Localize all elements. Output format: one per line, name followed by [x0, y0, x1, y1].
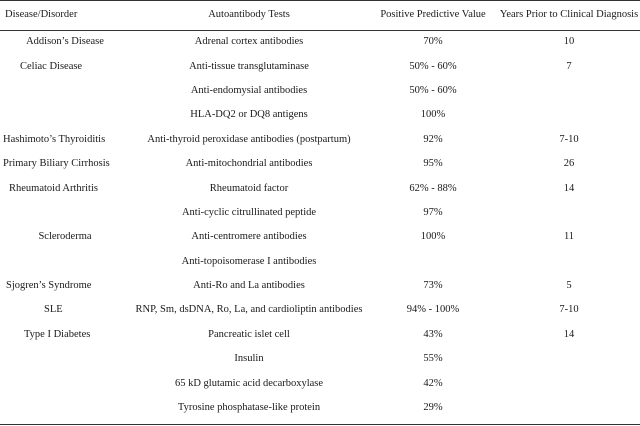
header-years: Years Prior to Clinical Diagnosis [499, 9, 639, 20]
cell-test: Anti-endomysial antibodies [190, 84, 308, 96]
cell-ppv: 100% [420, 109, 446, 121]
cell-test: Insulin [234, 353, 264, 365]
table-row [0, 128, 640, 152]
cell-years [498, 201, 640, 225]
table-row [0, 54, 640, 78]
cell-test: Anti-cyclic citrullinated peptide [181, 206, 317, 218]
cell-disease: Rheumatoid Arthritis [9, 182, 98, 194]
cell-disease: Type I Diabetes [24, 328, 91, 340]
cell-disease [0, 250, 130, 274]
table-row [0, 298, 640, 322]
cell-disease: Hashimoto’s Thyroiditis [3, 133, 106, 145]
cell-years: 14 [563, 328, 575, 340]
cell-years: 7-10 [559, 304, 579, 316]
cell-disease: Celiac Disease [20, 60, 83, 72]
header-disease: Disease/Disorder [5, 9, 78, 20]
cell-ppv: 100% [420, 231, 446, 243]
cell-years [498, 396, 640, 420]
cell-test: Anti-topoisomerase I antibodies [181, 255, 317, 267]
cell-test: Anti-Ro and La antibodies [193, 280, 305, 292]
table-row [0, 176, 640, 200]
table-row [0, 371, 640, 395]
cell-years: 7-10 [559, 133, 579, 145]
cell-years: 26 [563, 158, 575, 170]
cell-test: RNP, Sm, dsDNA, Ro, La, and cardioliptin antibodies [135, 304, 363, 316]
cell-test: HLA-DQ2 or DQ8 antigens [190, 109, 308, 121]
cell-ppv: 42% [423, 377, 443, 389]
table-row [0, 30, 640, 54]
cell-test: 65 kD glutamic acid decarboxylase [174, 377, 324, 389]
cell-years [498, 371, 640, 395]
header-ppv: Positive Predictive Value [380, 9, 486, 20]
table-row [0, 201, 640, 225]
table-row [0, 225, 640, 249]
cell-ppv: 95% [423, 158, 443, 170]
cell-disease: Scleroderma [38, 231, 92, 243]
table-row [0, 103, 640, 127]
cell-ppv: 73% [423, 280, 443, 292]
cell-disease [0, 201, 130, 225]
cell-ppv: 29% [423, 402, 443, 414]
cell-ppv: 92% [423, 133, 443, 145]
cell-years: 7 [566, 60, 572, 72]
cell-years [498, 250, 640, 274]
cell-test: Anti-thyroid peroxidase antibodies (postpartum) [147, 133, 351, 145]
cell-ppv: 55% [423, 353, 443, 365]
cell-years: 10 [563, 36, 575, 48]
cell-ppv: 94% - 100% [406, 304, 460, 316]
cell-years: 5 [566, 280, 572, 292]
cell-test: Anti-mitochondrial antibodies [185, 158, 313, 170]
header-test: Autoantibody Tests [208, 9, 290, 20]
cell-test: Tyrosine phosphatase-like protein [177, 402, 321, 414]
cell-disease: SLE [44, 304, 63, 316]
cell-disease [0, 371, 130, 395]
table-row [0, 396, 640, 420]
cell-disease [0, 396, 130, 420]
cell-years: 11 [563, 231, 575, 243]
cell-test: Anti-tissue transglutaminase [189, 60, 309, 72]
cell-disease [0, 103, 130, 127]
table-header-row [0, 0, 640, 30]
table-row [0, 323, 640, 347]
table-bottom-rule [0, 424, 640, 425]
table-row [0, 250, 640, 274]
cell-ppv: 50% - 60% [409, 60, 457, 72]
cell-ppv: 50% - 60% [409, 84, 457, 96]
cell-ppv: 62% - 88% [409, 182, 457, 194]
cell-years: 14 [563, 182, 575, 194]
cell-ppv [368, 250, 498, 274]
cell-test: Rheumatoid factor [209, 182, 289, 194]
cell-disease [0, 347, 130, 371]
cell-ppv: 43% [423, 328, 443, 340]
cell-test: Anti-centromere antibodies [191, 231, 307, 243]
table-row [0, 347, 640, 371]
cell-disease: Primary Biliary Cirrhosis [3, 158, 110, 170]
cell-years [498, 79, 640, 103]
table-row [0, 274, 640, 298]
cell-ppv: 70% [423, 36, 443, 48]
table-row [0, 79, 640, 103]
cell-ppv: 97% [423, 206, 443, 218]
cell-disease: Addison’s Disease [26, 36, 104, 48]
cell-disease [0, 79, 130, 103]
cell-test: Pancreatic islet cell [208, 328, 290, 340]
cell-years [498, 103, 640, 127]
cell-years [498, 347, 640, 371]
table-row [0, 152, 640, 176]
cell-disease: Sjogren’s Syndrome [6, 280, 92, 292]
cell-test: Adrenal cortex antibodies [194, 36, 304, 48]
